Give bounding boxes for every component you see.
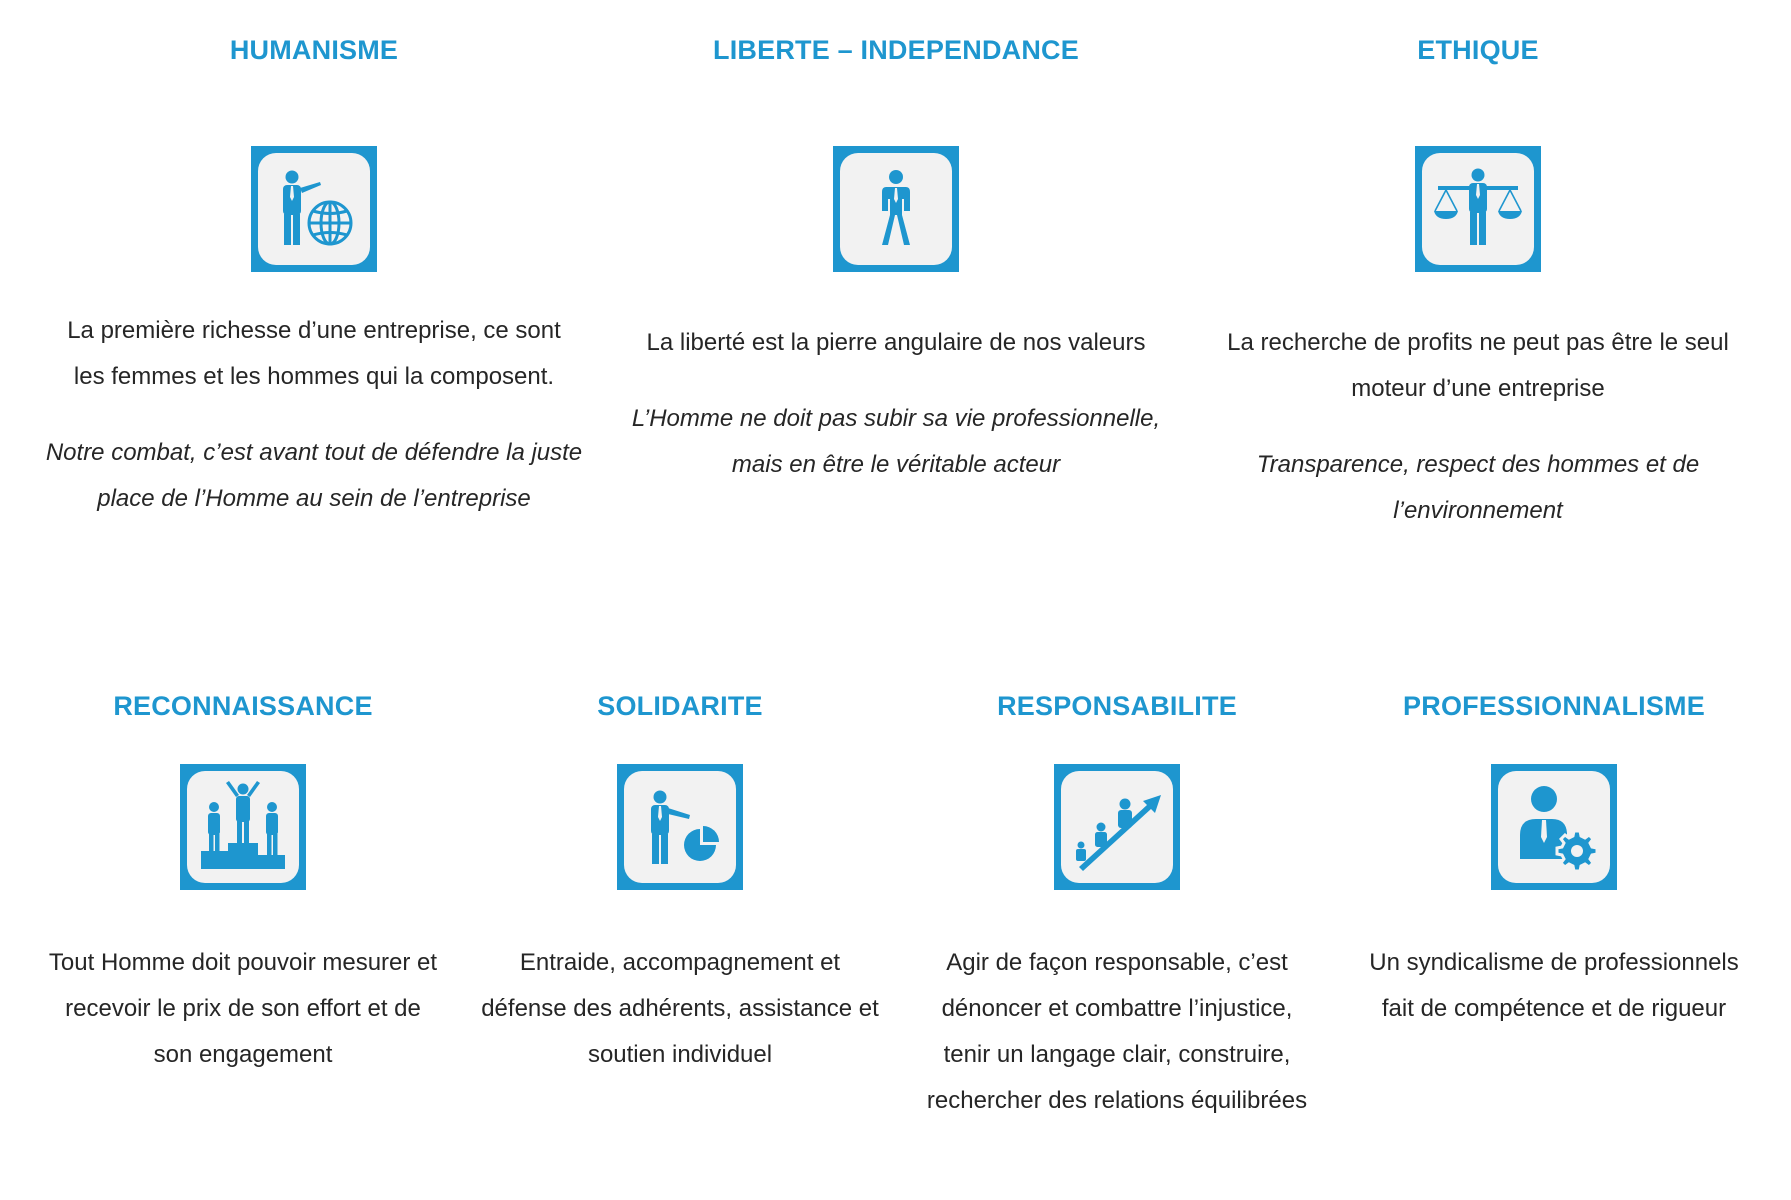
value-description: Entraide, accompagnement et défense des adhérents, assistance et soutien individuel <box>481 949 879 1068</box>
value-title: RESPONSABILITE <box>997 691 1237 721</box>
value-icon-frame <box>1415 146 1541 272</box>
value-liberte <box>616 30 1176 488</box>
value-description: Agir de façon responsable, c’est dénoncer et combattre l’injustice, tenir un langage clair, construire, rechercher des relations équilibrées <box>926 949 1308 1114</box>
value-description-italic: Transparence, respect des hommes et de l’environnement <box>1256 451 1700 524</box>
value-solidarite <box>470 686 890 1078</box>
value-responsabilite <box>907 686 1327 1124</box>
value-description-italic: L’Homme ne doit pas subir sa vie professionnelle, mais en être le véritable acteur <box>631 405 1161 478</box>
value-title: SOLIDARITE <box>597 691 763 721</box>
value-title: HUMANISME <box>229 35 399 65</box>
values-row-1 <box>0 30 1791 590</box>
values-row-2 <box>0 686 1791 1186</box>
value-icon-frame <box>617 764 743 890</box>
value-description: Un syndicalisme de professionnels fait de compétence et de rigueur <box>1369 949 1739 1022</box>
value-description: La première richesse d’une entreprise, ce sont les femmes et les hommes qui la composent. <box>67 317 561 390</box>
presenter-globe-icon <box>264 159 364 259</box>
standing-man-icon <box>846 159 946 259</box>
value-icon-frame <box>180 764 306 890</box>
growth-arrow-icon <box>1067 777 1167 877</box>
value-title: PROFESSIONNALISME <box>1403 691 1705 721</box>
value-description-italic: Notre combat, c’est avant tout de défendre la juste place de l’Homme au sein de l’entreprise <box>45 439 583 512</box>
scales-man-icon <box>1428 159 1528 259</box>
value-icon-frame <box>251 146 377 272</box>
value-icon-frame <box>1491 764 1617 890</box>
value-description: Tout Homme doit pouvoir mesurer et recevoir le prix de son effort et de son engagement <box>48 949 438 1068</box>
value-icon-frame <box>1054 764 1180 890</box>
value-icon-frame <box>833 146 959 272</box>
value-title: LIBERTE – INDEPENDANCE <box>713 35 1079 65</box>
value-description: La liberté est la pierre angulaire de nos valeurs <box>646 329 1146 356</box>
value-title: ETHIQUE <box>1417 35 1539 65</box>
value-reconnaissance <box>33 686 453 1078</box>
person-gear-icon <box>1504 777 1604 877</box>
presenter-pie-chart-icon <box>630 777 730 877</box>
value-title: RECONNAISSANCE <box>113 691 373 721</box>
podium-icon <box>193 777 293 877</box>
value-ethique <box>1198 30 1758 534</box>
value-humanisme <box>34 30 594 522</box>
value-description: La recherche de profits ne peut pas être le seul moteur d’une entreprise <box>1227 329 1729 402</box>
value-professionnalisme <box>1344 686 1764 1032</box>
